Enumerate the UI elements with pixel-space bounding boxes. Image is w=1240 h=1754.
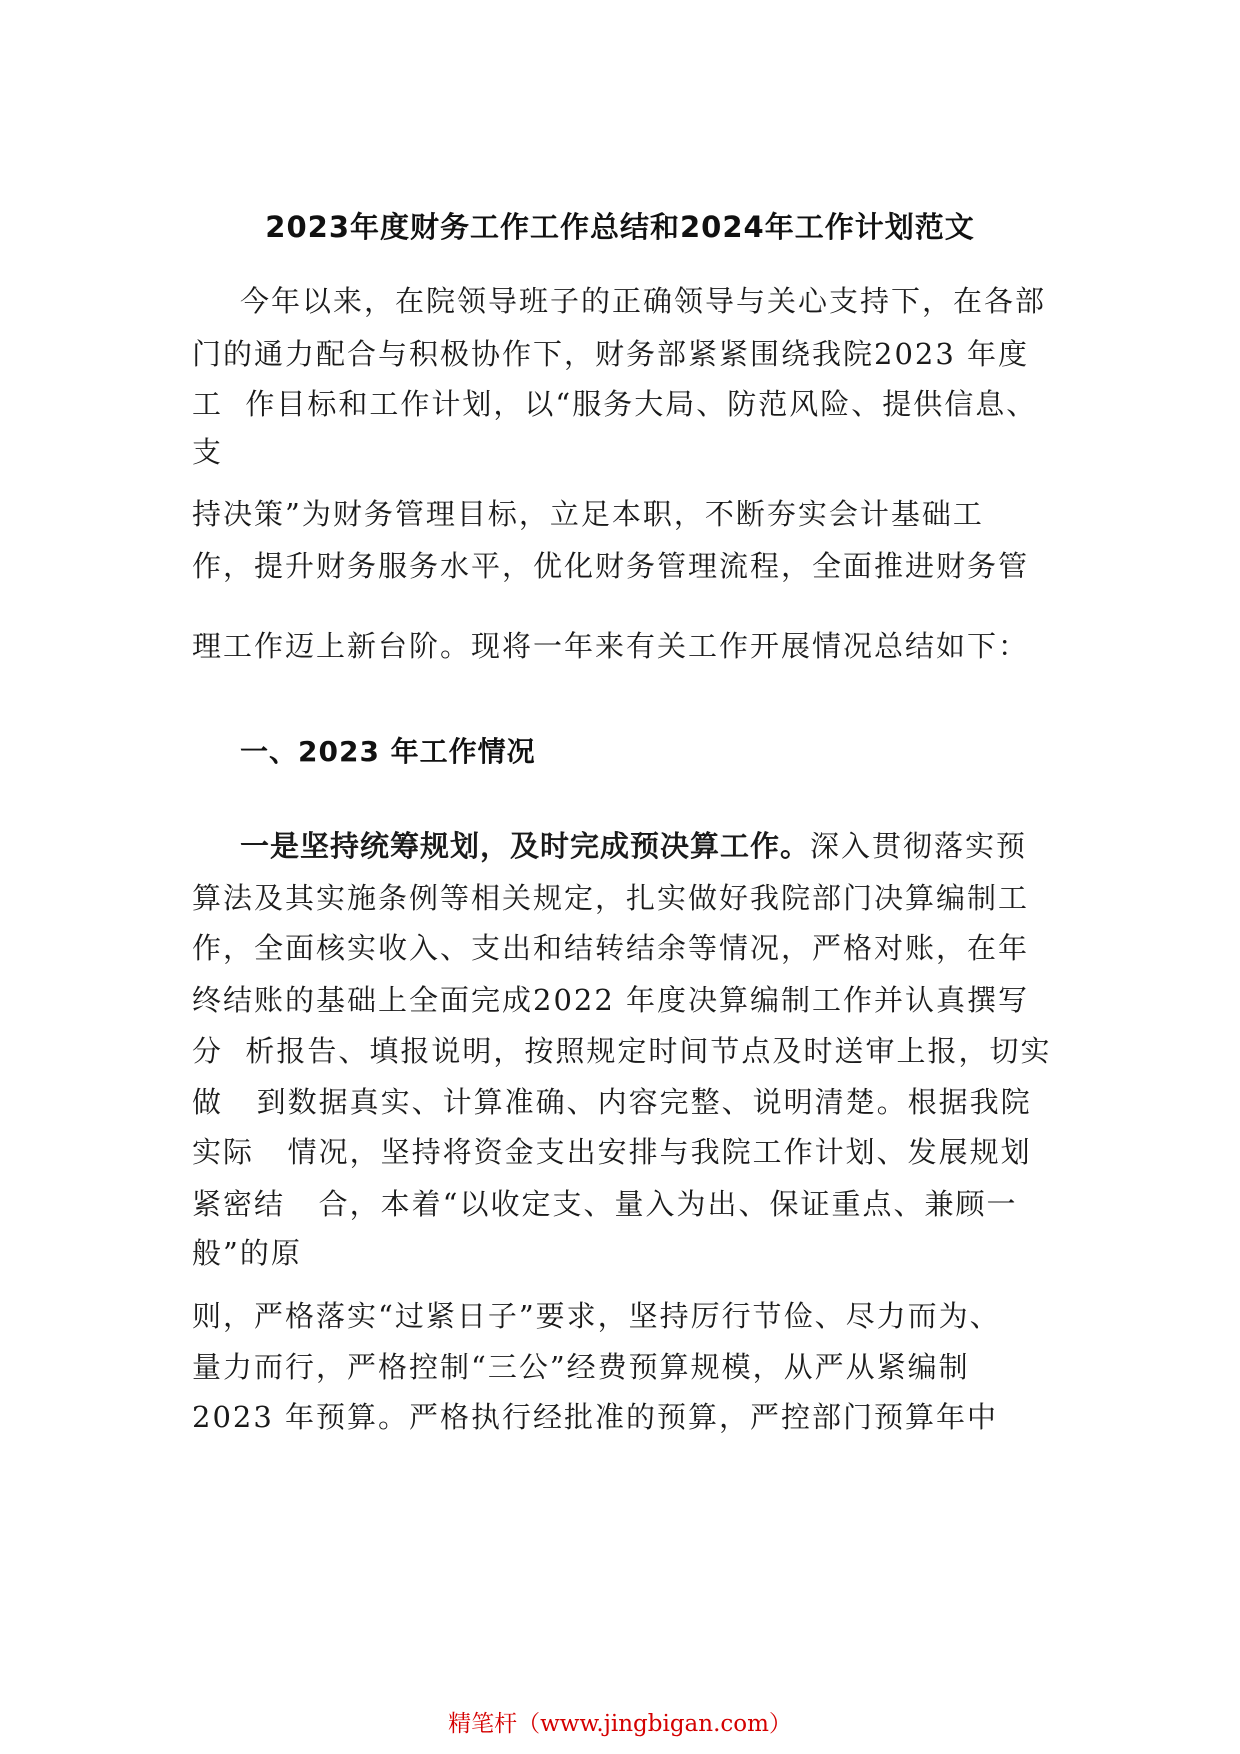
intro-line: 门的通力配合与积极协作下，财务部紧紧围绕我院2023 年度 bbox=[192, 337, 1030, 371]
paragraph-line: 做 到数据真实、计算准确、内容完整、说明清楚。根据我院 bbox=[192, 1085, 1032, 1119]
intro-line: 支 bbox=[192, 435, 224, 469]
paragraph-line: 终结账的基础上全面完成2022 年度决算编制工作并认真撰写 bbox=[192, 983, 1030, 1017]
intro-line: 今年以来，在院领导班子的正确领导与关心支持下，在各部 bbox=[240, 284, 1047, 318]
paragraph-line: 量力而行，严格控制“三公”经费预算规模，从严从紧编制 bbox=[192, 1350, 970, 1384]
paragraph-line: 紧密结 合，本着“以收定支、量入为出、保证重点、兼顾一 bbox=[192, 1187, 1018, 1221]
paragraph-line: 则，严格落实“过紧日子”要求，坚持厉行节俭、尽力而为、 bbox=[192, 1299, 1001, 1333]
footer-watermark: 精笔杆（www.jingbigan.com） bbox=[448, 1711, 792, 1737]
paragraph-line: 算法及其实施条例等相关规定，扎实做好我院部门决算编制工 bbox=[192, 881, 1030, 915]
paragraph-lead-bold: 一是坚持统筹规划，及时完成预决算工作。 bbox=[240, 829, 811, 863]
paragraph-line: 作，全面核实收入、支出和结转结余等情况，严格对账，在年 bbox=[192, 931, 1030, 965]
paragraph-line: 2023 年预算。严格执行经批准的预算，严控部门预算年中 bbox=[192, 1400, 999, 1434]
intro-line: 理工作迈上新台阶。现将一年来有关工作开展情况总结如下： bbox=[192, 629, 1030, 663]
paragraph-lead-rest: 深入贯彻落实预 bbox=[810, 829, 1028, 863]
intro-line: 持决策”为财务管理目标，立足本职，不断夯实会计基础工 bbox=[192, 497, 984, 531]
paragraph-line: 实际 情况，坚持将资金支出安排与我院工作计划、发展规划 bbox=[192, 1135, 1032, 1169]
intro-line: 作，提升财务服务水平，优化财务管理流程，全面推进财务管 bbox=[192, 549, 1030, 583]
document-title: 2023年度财务工作工作总结和2024年工作计划范文 bbox=[265, 210, 975, 244]
section-heading: 一、2023 年工作情况 bbox=[240, 735, 536, 768]
intro-line: 工 作目标和工作计划，以“服务大局、防范风险、提供信息、 bbox=[192, 387, 1038, 421]
paragraph-lead-line bbox=[240, 826, 1027, 866]
paragraph-line: 般”的原 bbox=[192, 1236, 302, 1270]
paragraph-line: 分 析报告、填报说明，按照规定时间节点及时送审上报，切实 bbox=[192, 1034, 1052, 1068]
